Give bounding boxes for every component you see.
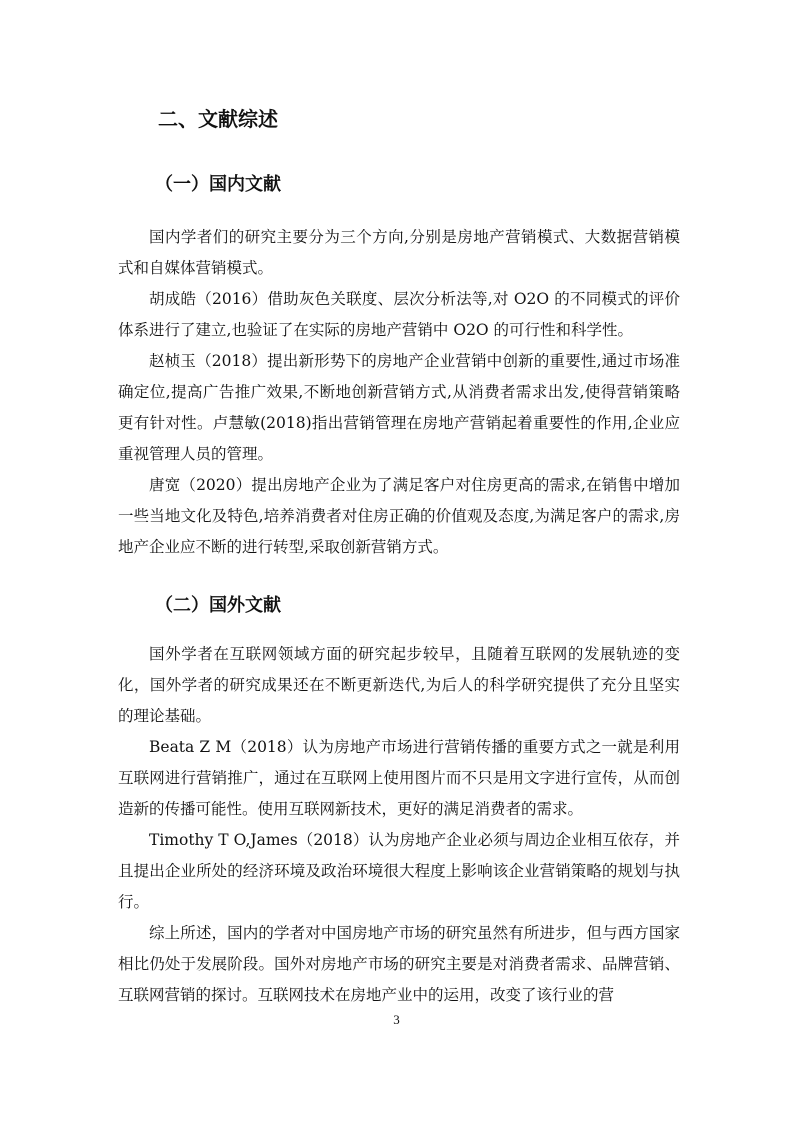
foreign-literature-heading: （二）国外文献	[155, 595, 281, 616]
domestic-paragraph-1: 国内学者们的研究主要分为三个方向,分别是房地产营销模式、大数据营销模式和自媒体营销模式。	[118, 228, 680, 277]
foreign-paragraph-4: 综上所述，国内的学者对中国房地产市场的研究虽然有所进步，但与西方国家相比仍处于发展阶段。国外对房地产市场的研究主要是对消费者需求、品牌营销、互联网营销的探讨。互联网技术在房地产业中的运用，改变了该行业的营	[118, 924, 680, 1004]
foreign-paragraph-3: Timothy T O,James（2018）认为房地产企业必须与周边企业相互依存，并且提出企业所处的经济环境及政治环境很大程度上影响该企业营销策略的规划与执行。	[118, 831, 680, 911]
foreign-paragraph-1: 国外学者在互联网领域方面的研究起步较早，且随着互联网的发展轨迹的变化，国外学者的研究成果还在不断更新迭代,为后人的科学研究提供了充分且坚实的理论基础。	[118, 645, 680, 725]
domestic-paragraph-2: 胡成皓（2016）借助灰色关联度、层次分析法等,对 O2O 的不同模式的评价体系进行了建立,也验证了在实际的房地产营销中 O2O 的可行性和科学性。	[118, 290, 680, 339]
page-number: 3	[393, 1012, 400, 1027]
domestic-literature-heading: （一）国内文献	[155, 174, 281, 195]
section-title: 二、文献综述	[158, 107, 278, 131]
domestic-paragraph-4: 唐宽（2020）提出房地产企业为了满足客户对住房更高的需求,在销售中增加一些当地文化及特色,培养消费者对住房正确的价值观及态度,为满足客户的需求,房地产企业应不断的进行转型,采取创新营销方式。	[118, 476, 680, 556]
foreign-paragraph-2: Beata Z M（2018）认为房地产市场进行营销传播的重要方式之一就是利用互联网进行营销推广，通过在互联网上使用图片而不只是用文字进行宣传，从而创造新的传播可能性。使用互联网新技术，更好的满足消费者的需求。	[118, 738, 680, 818]
domestic-paragraph-3: 赵桢玉（2018）提出新形势下的房地产企业营销中创新的重要性,通过市场准确定位,提高广告推广效果,不断地创新营销方式,从消费者需求出发,使得营销策略更有针对性。卢慧敏(2018)指出营销管理在房地产营销起着重要性的作用,企业应重视管理人员的管理。	[118, 352, 680, 463]
